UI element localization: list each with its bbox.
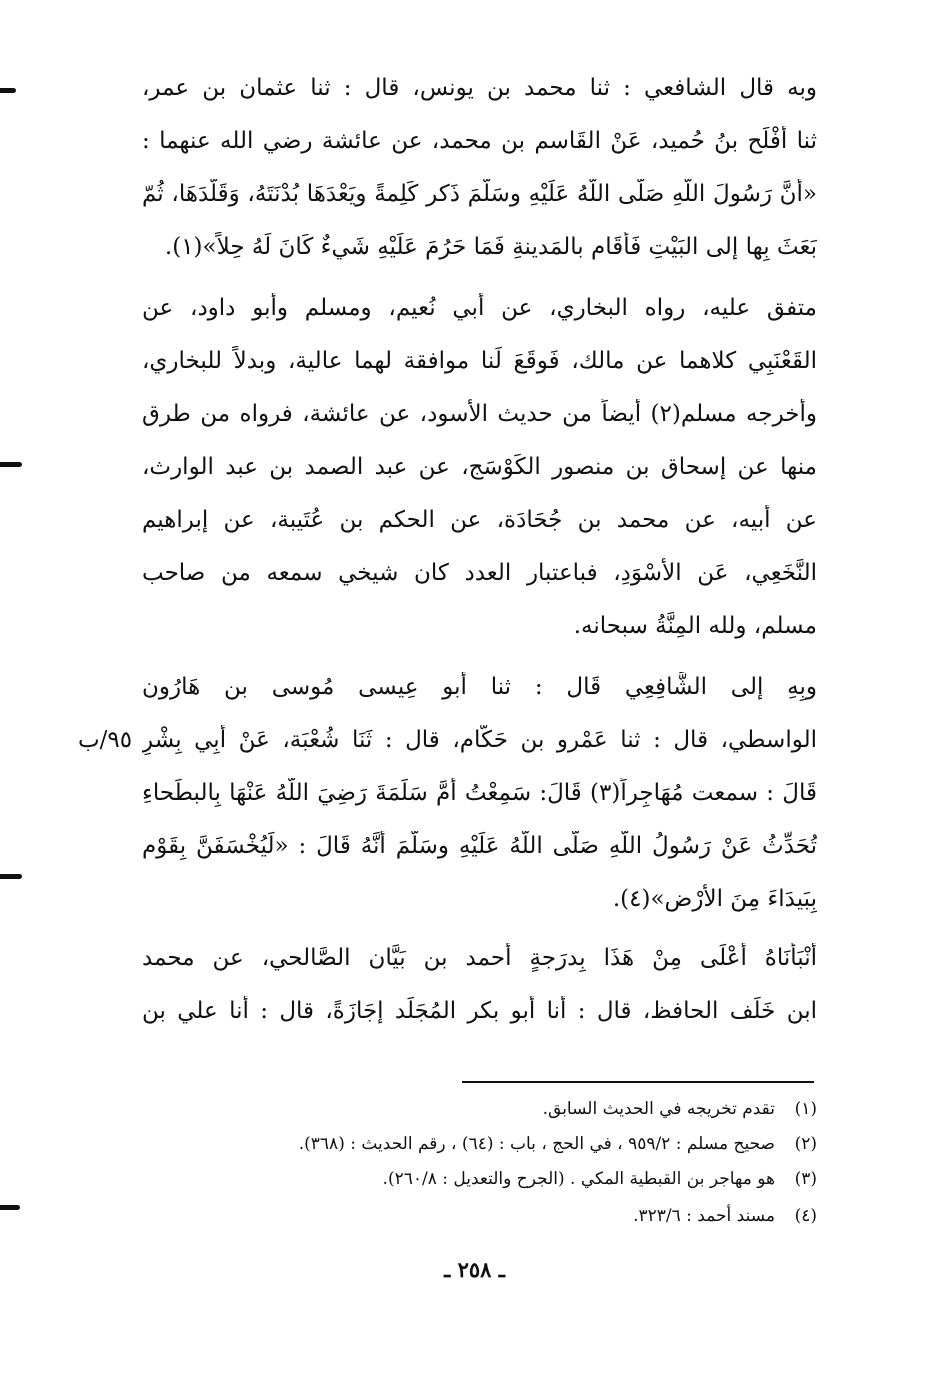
body-line: تُحَدِّثُ عَنْ رَسُولُ اللَّهِ صَلَّى اللَّهُ عَلَيْهِ وسَلَّمَ أَنَّهُ قَالَ : «لَيُخْسَفَنَّ بِقَوْم [142,833,817,859]
body-line: «أَنَّ رَسُولَ اللَّهِ صَلَّى اللَّهُ عَلَيْهِ وسَلَّمَ ذَكر كَلِمةً ويَعْدَهَا بُدْنَتَهُ، وَقَلَّدَهَا، ثُمّ [142,181,817,207]
scan-edge-mark [0,88,16,93]
footnote-item [217,1097,817,1121]
page-number: ـ ٢٥٨ ـ [444,1257,505,1282]
footnote-number: (٤) [794,1206,817,1226]
body-line: منها عن إسحاق بن منصور الكَوْسَج، عن عبد الصمد بن عبد الوارث، [142,454,817,480]
scan-edge-mark [0,1205,20,1210]
body-line: عن أبيه، عن محمد بن جُحَادَة، عن الحكم بن عُتَيبة، عن إبراهيم [142,507,817,533]
body-line: الواسطي، قال : ثنا عَمْرو بن حَكّام، قال : ثَنَا شُعْبَة، عَنْ أَبِي بِشْرٍ [142,727,817,753]
footnote-text: هو مهاجر بن القبطية المكي . (الجرح والتعديل : ٢٦٠/٨). [382,1169,775,1189]
footnote-item [217,1204,817,1228]
body-line: أَنْبَأَنَاهُ أَعْلَى مِنْ هَذَا بِدرَجةٍ أحمد بن بَيَّان الصَّالحي، عن محمد [142,945,817,971]
body-line: وبِهِ إلى الشَّافِعِي قَال : ثنا أبو عِيسى مُوسى بن هَارُون [142,674,817,700]
body-line: ابن خَلَف الحافظ، قال : أنا أبو بكر المُجَلِّد إجَازَةً، قال : أنا علي بن [142,998,817,1024]
footnote-item [217,1167,817,1191]
body-line: القَعْنَبِي كلاهما عن مالك، فَوقَعَ لَنا موافقة لهما عالية، وبدلاً للبخاري، [142,348,817,374]
footnote-text: مسند أحمد : ٣٢٣/٦. [633,1206,775,1226]
margin-folio-marker: ٩٥/ب [78,727,133,753]
footnote-number: (٣) [794,1169,817,1189]
scan-edge-mark [0,462,22,467]
body-line: بِبَيدَاءَ مِنَ الأَرْضِ»(٤). [612,886,817,912]
footnote-number: (١) [794,1099,817,1119]
body-line: بَعَثَ بِها إلى البَيْتِ فَأقَام بالمَدينةِ فَمَا حَرُمَ عَلَيْهِ شَيءٌ كَانَ لَهُ حِلاً»(١). [164,234,817,260]
body-line: وبه قال الشافعي : ثنا محمد بن يونس، قال : ثنا عثمان بن عمر، [142,75,817,101]
body-line: قَالَ : سمعت مُهَاجِراً(٣) قَالَ: سَمِعْتُ أُمَّ سَلَمَةَ رَضِيَ اللَّهُ عَنْهَا بِالبطَحاءِ [142,780,817,806]
body-line: مسلم، ولله المِنَّةُ سبحانه. [573,613,817,639]
footnote-item [217,1132,817,1156]
body-line: ثنا أَفْلَح بنُ حُميد، عَنْ القَاسم بن محمد، عن عائشة رضي الله عنهما : [142,128,817,154]
footnote-text: تقدم تخريجه في الحديث السابق. [542,1099,775,1119]
body-line: وأخرجه مسلم(٢) أيضاً من حديث الأسود، عن عائشة، فرواه من طرق [142,401,817,427]
body-line: النَّخَعِي، عَن الأَسْوَدِ، فباعتبار العدد كان شيخي سمعه من صاحب [142,560,817,586]
body-line: متفق عليه، رواه البخاري، عن أبي نُعيم، ومسلم وأبو داود، عن [142,295,817,321]
footnote-separator [462,1081,814,1083]
footnote-text: صحيح مسلم : ٩٥٩/٢ ، في الحج ، باب : (٦٤) ، رقم الحديث : (٣٦٨). [298,1134,775,1154]
scan-edge-mark [0,874,22,879]
footnote-number: (٢) [794,1134,817,1154]
